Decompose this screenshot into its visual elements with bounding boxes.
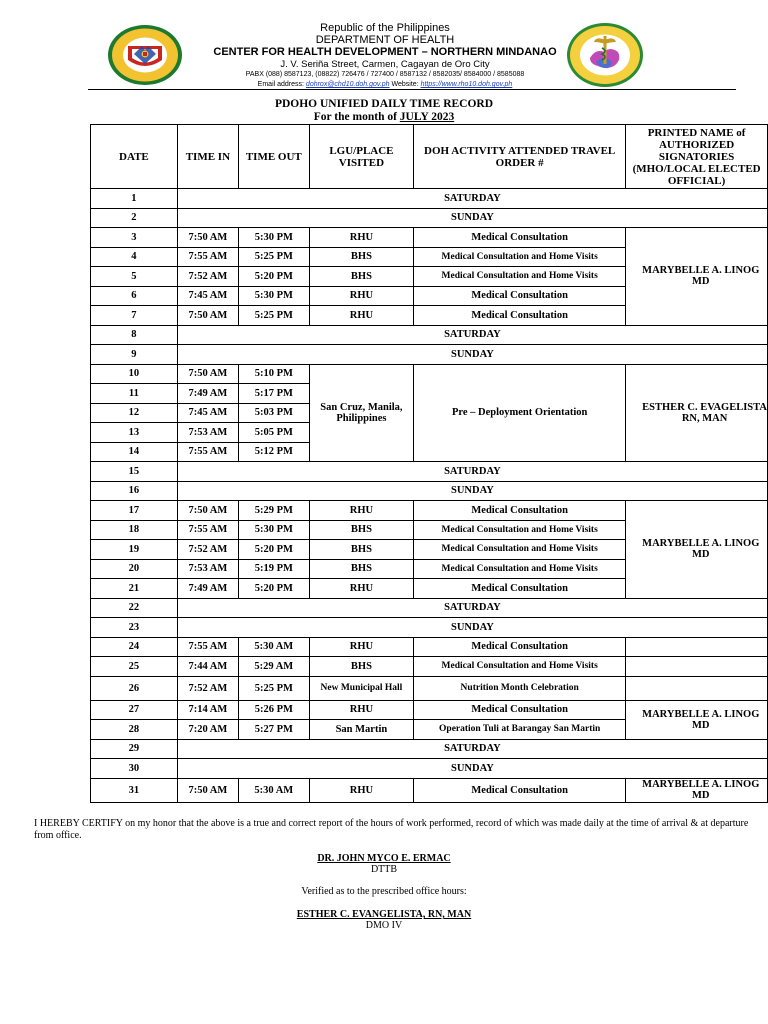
- table-row: [91, 778, 768, 802]
- table-row: [91, 759, 768, 779]
- lgu-cell: BHS: [309, 657, 413, 677]
- lgu-cell: BHS: [309, 540, 413, 560]
- table-row: [91, 598, 768, 618]
- employee-name: DR. JOHN MYCO E. ERMAC: [317, 853, 451, 864]
- header-rule: [88, 89, 736, 90]
- activity-cell: Medical Consultation: [414, 700, 626, 720]
- signatory-cell: [626, 501, 768, 599]
- table-row: [91, 637, 768, 657]
- table-row: [91, 501, 768, 521]
- col-header-activity: DOH ACTIVITY ATTENDED TRAVEL ORDER #: [414, 125, 626, 189]
- activity-cell: Medical Consultation and Home Visits: [414, 657, 626, 677]
- date-cell: 12: [91, 403, 178, 423]
- time-in-cell: 7:45 AM: [177, 286, 238, 306]
- time-out-cell: 5:20 PM: [238, 540, 309, 560]
- lgu-cell: BHS: [309, 247, 413, 267]
- time-in-cell: 7:55 AM: [177, 247, 238, 267]
- lgu-cell: RHU: [309, 228, 413, 248]
- time-in-cell: 7:49 AM: [177, 579, 238, 599]
- date-cell: 31: [91, 778, 178, 802]
- activity-cell: Medical Consultation: [414, 579, 626, 599]
- republic-line: Republic of the Philippines: [320, 22, 450, 34]
- date-cell: 21: [91, 579, 178, 599]
- col-header-time-in: TIME IN: [177, 125, 238, 189]
- date-cell: 27: [91, 700, 178, 720]
- activity-cell: Medical Consultation: [414, 637, 626, 657]
- date-cell: 10: [91, 364, 178, 384]
- website-label: Website:: [391, 81, 419, 88]
- date-cell: 15: [91, 462, 178, 482]
- time-in-cell: 7:20 AM: [177, 720, 238, 740]
- month-prefix: For the month of: [313, 111, 397, 123]
- activity-cell: Medical Consultation: [414, 778, 626, 802]
- activity-cell: Operation Tuli at Barangay San Martin: [414, 720, 626, 740]
- date-cell: 19: [91, 540, 178, 560]
- col-header-time-out: TIME OUT: [238, 125, 309, 189]
- doh-left-seal-icon: [106, 24, 184, 86]
- table-row: [91, 618, 768, 638]
- weekend-cell: SUNDAY: [177, 618, 767, 638]
- date-cell: 20: [91, 559, 178, 579]
- time-in-cell: 7:44 AM: [177, 657, 238, 677]
- table-row: [91, 189, 768, 209]
- signatory-cell: [626, 228, 768, 326]
- time-in-cell: 7:50 AM: [177, 306, 238, 326]
- lgu-cell: RHU: [309, 286, 413, 306]
- verified-text: Verified as to the prescribed office hours:: [301, 886, 467, 897]
- time-in-cell: 7:53 AM: [177, 423, 238, 443]
- activity-cell: Medical Consultation: [414, 228, 626, 248]
- date-cell: 5: [91, 267, 178, 287]
- date-cell: 14: [91, 442, 178, 462]
- weekend-cell: SUNDAY: [177, 481, 767, 501]
- activity-cell: Medical Consultation and Home Visits: [414, 559, 626, 579]
- table-row: [91, 481, 768, 501]
- time-in-cell: 7:55 AM: [177, 637, 238, 657]
- date-cell: 2: [91, 208, 178, 228]
- time-in-cell: 7:50 AM: [177, 501, 238, 521]
- date-cell: 28: [91, 720, 178, 740]
- date-cell: 24: [91, 637, 178, 657]
- time-out-cell: 5:20 PM: [238, 267, 309, 287]
- time-in-cell: 7:52 AM: [177, 267, 238, 287]
- time-out-cell: 5:27 PM: [238, 720, 309, 740]
- table-row: [91, 657, 768, 677]
- time-out-cell: 5:25 PM: [238, 306, 309, 326]
- website-link[interactable]: https://www.rho10.doh.gov.ph: [420, 81, 513, 88]
- time-out-cell: 5:12 PM: [238, 442, 309, 462]
- table-row: [91, 700, 768, 720]
- weekend-cell: SATURDAY: [177, 739, 767, 759]
- signatory-cell-empty: [626, 657, 768, 677]
- certification-text: I HEREBY CERTIFY on my honor that the above is a true and correct report of the hours of work performed, record of which was made daily at the time of arrival & at departure from office.: [34, 818, 749, 841]
- table-row: [91, 345, 768, 365]
- department-line: DEPARTMENT OF HEALTH: [315, 34, 455, 46]
- table-header-row: [91, 125, 768, 189]
- activity-cell: Medical Consultation and Home Visits: [414, 520, 626, 540]
- table-row: [91, 739, 768, 759]
- date-cell: 11: [91, 384, 178, 404]
- time-out-cell: 5:03 PM: [238, 403, 309, 423]
- time-in-cell: 7:52 AM: [177, 540, 238, 560]
- signatory-name: MARYBELLE A. LINOG: [642, 538, 760, 550]
- col-header-date: DATE: [91, 125, 178, 189]
- time-out-cell: 5:26 PM: [238, 700, 309, 720]
- activity-cell: Medical Consultation and Home Visits: [414, 540, 626, 560]
- activity-cell: Medical Consultation: [414, 286, 626, 306]
- lgu-cell: San Martin: [309, 720, 413, 740]
- time-in-cell: 7:50 AM: [177, 778, 238, 802]
- time-out-cell: 5:30 PM: [238, 286, 309, 306]
- time-out-cell: 5:19 PM: [238, 559, 309, 579]
- signatory-name: MARYBELLE A. LINOG: [642, 779, 760, 790]
- lgu-cell: RHU: [309, 700, 413, 720]
- time-in-cell: 7:50 AM: [177, 364, 238, 384]
- supervisor-name: ESTHER C. EVANGELISTA, RN, MAN: [296, 909, 472, 920]
- address-line: J. V. Seriña Street, Carmen, Cagayan de Oro City: [280, 59, 490, 70]
- signatory-cell-empty: [626, 676, 768, 700]
- employee-signature-block: [0, 853, 768, 875]
- time-out-cell: 5:17 PM: [238, 384, 309, 404]
- signatory-cell: [626, 778, 768, 802]
- email-link[interactable]: dohrox@chd10.doh.gov.ph: [305, 81, 390, 88]
- signatory-cell: [626, 364, 768, 462]
- date-cell: 22: [91, 598, 178, 618]
- table-row: [91, 364, 768, 384]
- time-out-cell: 5:25 PM: [238, 676, 309, 700]
- date-cell: 17: [91, 501, 178, 521]
- activity-cell: Nutrition Month Celebration: [414, 676, 626, 700]
- time-in-cell: 7:55 AM: [177, 442, 238, 462]
- table-row: [91, 462, 768, 482]
- date-cell: 1: [91, 189, 178, 209]
- date-cell: 29: [91, 739, 178, 759]
- time-out-cell: 5:29 AM: [238, 657, 309, 677]
- weekend-cell: SATURDAY: [177, 598, 767, 618]
- time-out-cell: 5:30 PM: [238, 228, 309, 248]
- date-cell: 13: [91, 423, 178, 443]
- weekend-cell: SATURDAY: [177, 325, 767, 345]
- date-cell: 23: [91, 618, 178, 638]
- weekend-cell: SUNDAY: [177, 208, 767, 228]
- time-in-cell: 7:45 AM: [177, 403, 238, 423]
- lgu-cell: RHU: [309, 501, 413, 521]
- time-in-cell: 7:52 AM: [177, 676, 238, 700]
- time-in-cell: 7:50 AM: [177, 228, 238, 248]
- lgu-cell: BHS: [309, 559, 413, 579]
- time-in-cell: 7:55 AM: [177, 520, 238, 540]
- signatory-title: MD: [692, 719, 710, 731]
- activity-cell: Pre – Deployment Orientation: [414, 364, 626, 462]
- time-out-cell: 5:25 PM: [238, 247, 309, 267]
- lgu-cell: RHU: [309, 637, 413, 657]
- email-label: Email address:: [257, 81, 304, 88]
- signatory-title: MD: [692, 276, 710, 288]
- date-cell: 9: [91, 345, 178, 365]
- month-value: JULY 2023: [399, 111, 455, 123]
- signatory-cell: [626, 700, 768, 739]
- form-month: [0, 111, 768, 124]
- activity-cell: Medical Consultation: [414, 501, 626, 521]
- signatory-title: RN, MAN: [681, 412, 728, 424]
- signatory-name: ESTHER C. EVAGELISTA: [642, 401, 767, 413]
- weekend-cell: SATURDAY: [177, 462, 767, 482]
- time-in-cell: 7:14 AM: [177, 700, 238, 720]
- signatory-name: MARYBELLE A. LINOG: [642, 708, 760, 720]
- time-out-cell: 5:20 PM: [238, 579, 309, 599]
- table-row: [91, 676, 768, 700]
- phone-line: PABX (088) 8587123, (08822) 726476 / 727400 / 8587132 / 8582035/ 8584000 / 8585088: [245, 71, 525, 78]
- lgu-cell: BHS: [309, 520, 413, 540]
- date-cell: 16: [91, 481, 178, 501]
- activity-cell: Medical Consultation and Home Visits: [414, 267, 626, 287]
- employee-title: DTTB: [370, 864, 398, 875]
- lgu-cell: RHU: [309, 306, 413, 326]
- date-cell: 7: [91, 306, 178, 326]
- weekend-cell: SUNDAY: [177, 759, 767, 779]
- date-cell: 30: [91, 759, 178, 779]
- time-out-cell: 5:29 PM: [238, 501, 309, 521]
- table-row: [91, 208, 768, 228]
- signatory-cell-empty: [626, 637, 768, 657]
- signatory-title: MD: [692, 549, 710, 561]
- time-in-cell: 7:49 AM: [177, 384, 238, 404]
- time-out-cell: 5:05 PM: [238, 423, 309, 443]
- date-cell: 6: [91, 286, 178, 306]
- form-title-block: [0, 98, 768, 124]
- signatory-title: MD: [692, 790, 710, 801]
- activity-cell: Medical Consultation and Home Visits: [414, 247, 626, 267]
- signatory-name: MARYBELLE A. LINOG: [642, 265, 760, 277]
- weekend-cell: SATURDAY: [177, 189, 767, 209]
- doh-regional-seal-icon: [566, 22, 644, 88]
- time-out-cell: 5:30 PM: [238, 520, 309, 540]
- col-header-lgu: LGU/PLACE VISITED: [309, 125, 413, 189]
- lgu-cell: RHU: [309, 778, 413, 802]
- date-cell: 4: [91, 247, 178, 267]
- supervisor-title: DMO IV: [365, 920, 403, 931]
- date-cell: 3: [91, 228, 178, 248]
- weekend-cell: SUNDAY: [177, 345, 767, 365]
- center-line: CENTER FOR HEALTH DEVELOPMENT – NORTHERN MINDANAO: [213, 46, 557, 58]
- form-title: PDOHO UNIFIED DAILY TIME RECORD: [274, 98, 494, 110]
- col-header-signatory: PRINTED NAME of AUTHORIZED SIGNATORIES (MHO/LOCAL ELECTED OFFICIAL): [626, 125, 768, 189]
- time-record-table: [90, 124, 768, 803]
- supervisor-signature-block: [0, 909, 768, 931]
- lgu-cell: RHU: [309, 579, 413, 599]
- time-out-cell: 5:30 AM: [238, 637, 309, 657]
- letterhead-text: [205, 22, 565, 90]
- lgu-cell: New Municipal Hall: [309, 676, 413, 700]
- date-cell: 18: [91, 520, 178, 540]
- table-row: [91, 325, 768, 345]
- time-out-cell: 5:10 PM: [238, 364, 309, 384]
- lgu-cell: San Cruz, Manila, Philippines: [309, 364, 413, 462]
- lgu-cell: BHS: [309, 267, 413, 287]
- date-cell: 25: [91, 657, 178, 677]
- activity-cell: Medical Consultation: [414, 306, 626, 326]
- letterhead: [0, 0, 768, 92]
- time-out-cell: 5:30 AM: [238, 778, 309, 802]
- table-row: [91, 228, 768, 248]
- date-cell: 8: [91, 325, 178, 345]
- time-in-cell: 7:53 AM: [177, 559, 238, 579]
- date-cell: 26: [91, 676, 178, 700]
